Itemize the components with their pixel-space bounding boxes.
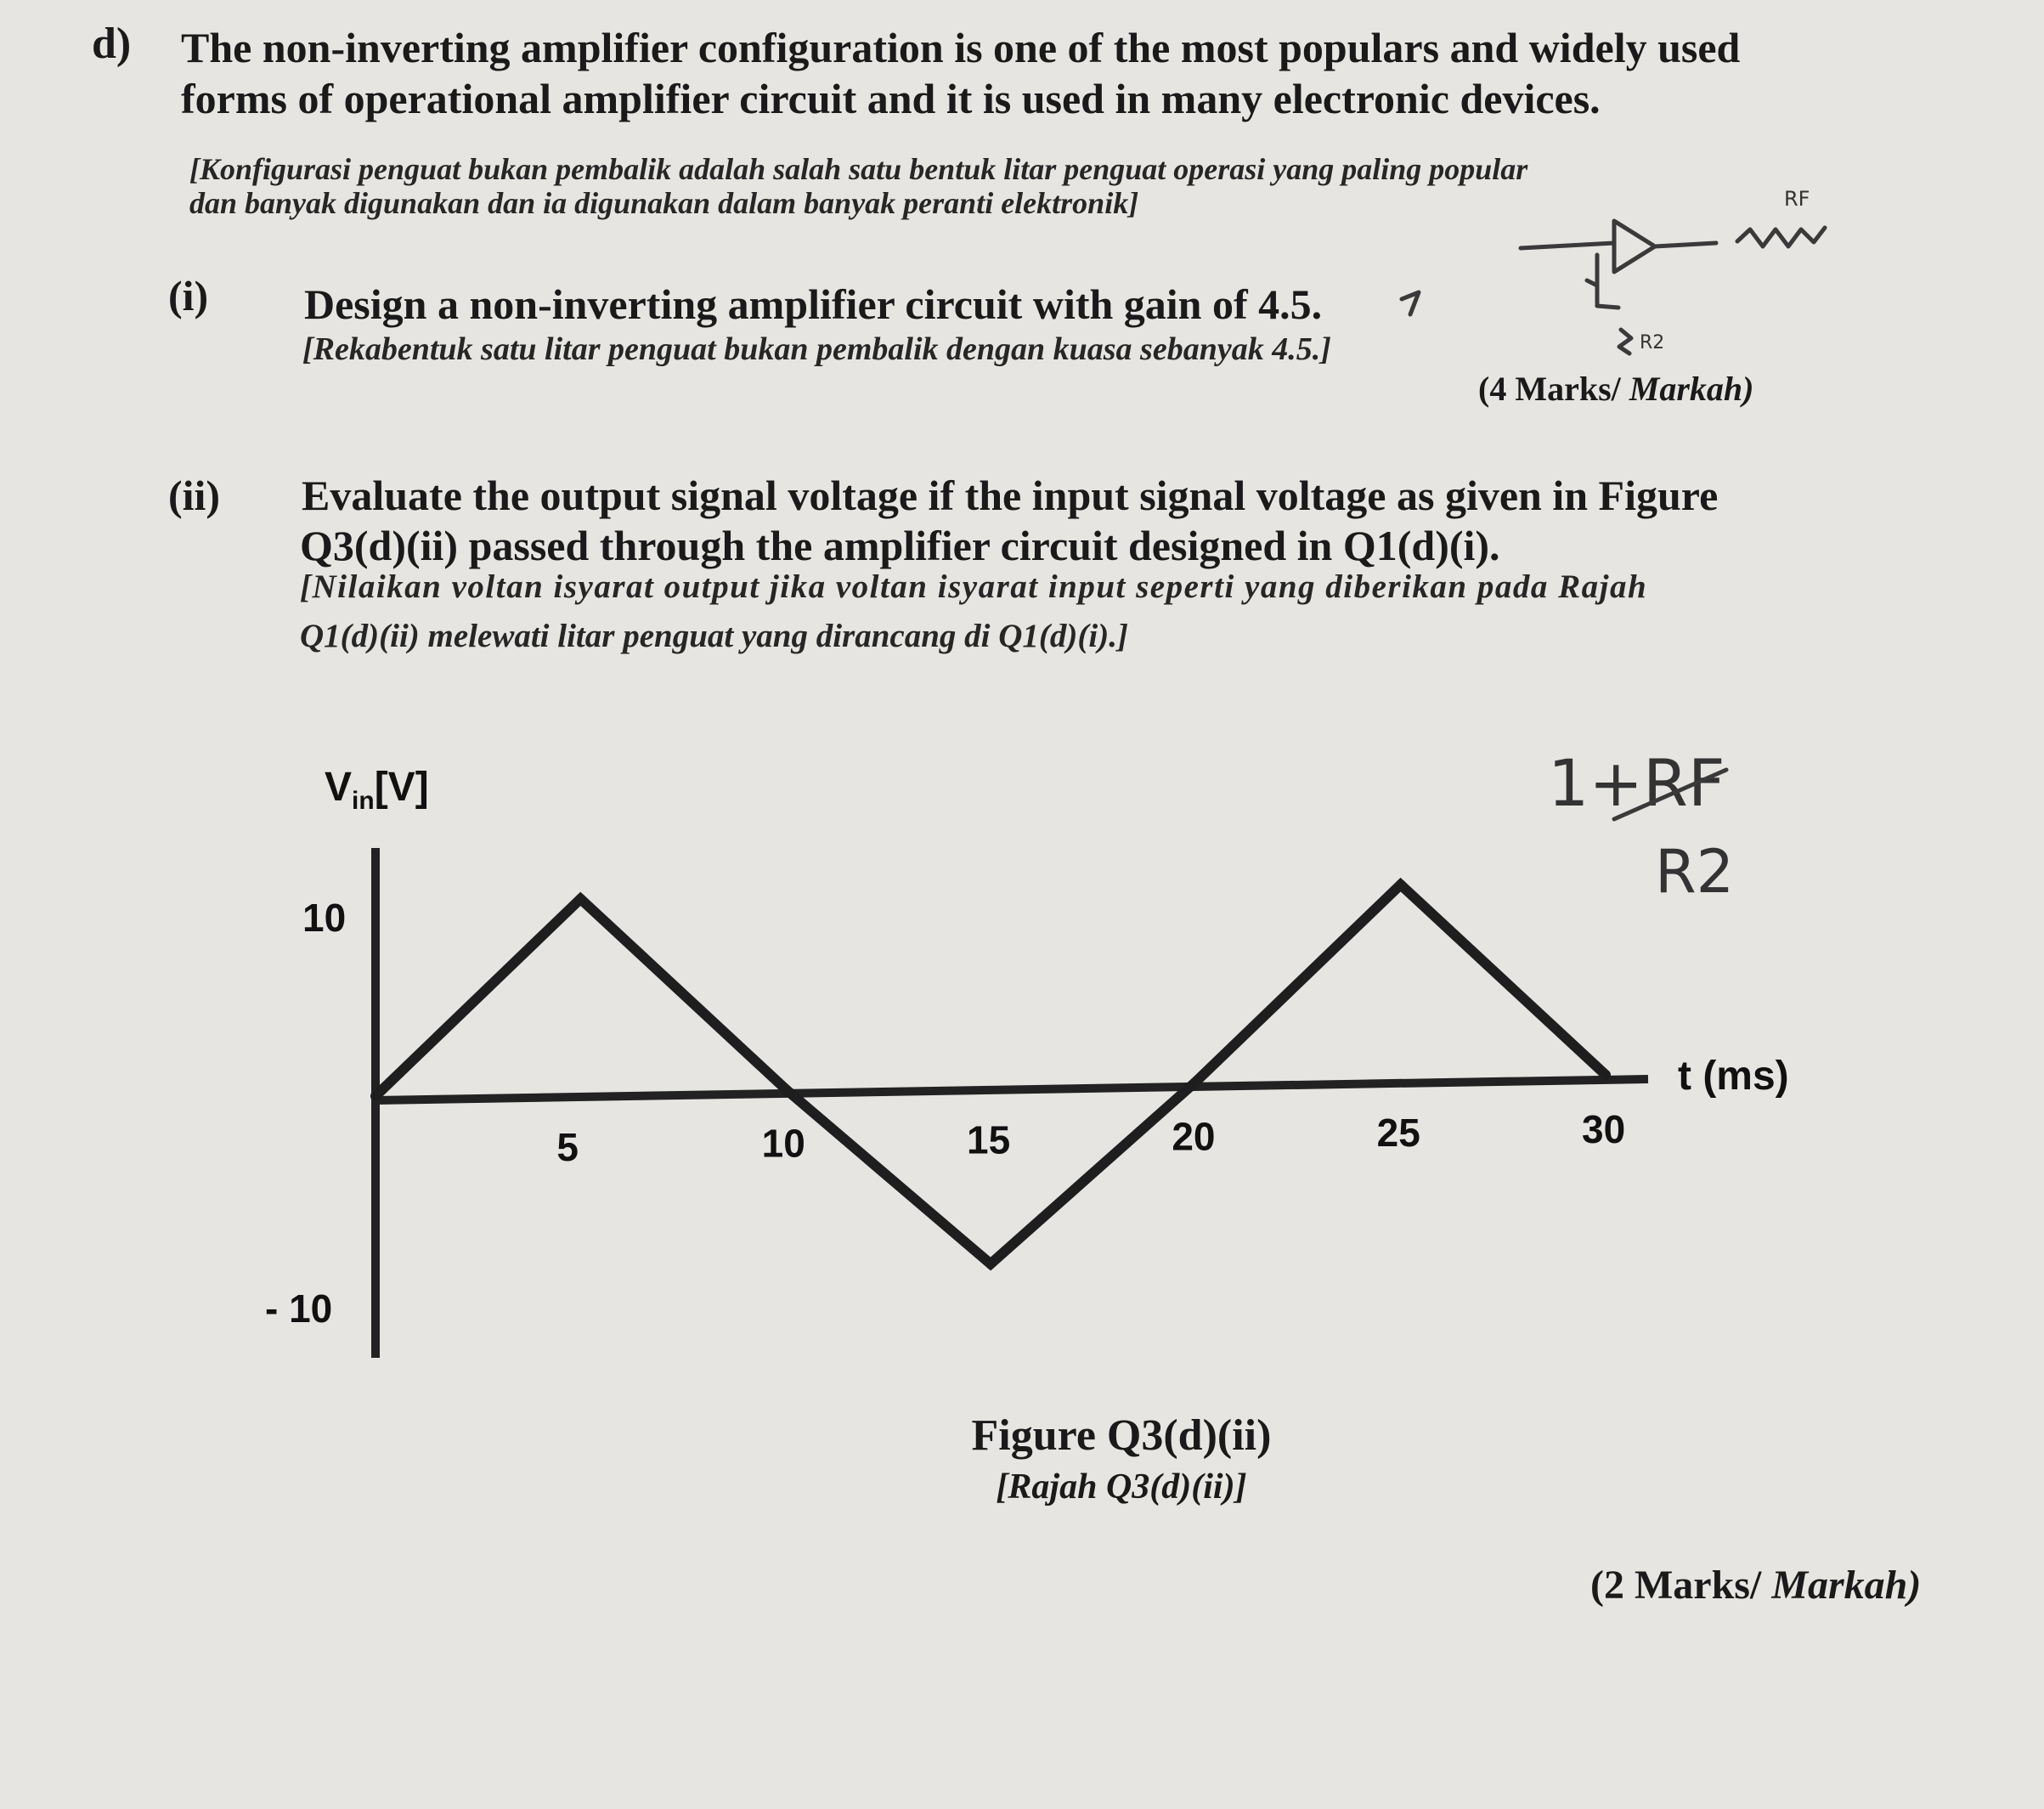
x-tick-label-15: 15	[967, 1117, 1011, 1162]
x-tick-label-30: 30	[1582, 1107, 1626, 1151]
x-tick-label-25: 25	[1376, 1111, 1420, 1156]
y-tick-label-minus-10: - 10	[265, 1286, 333, 1331]
part-ii-text-en-line2: Q3(d)(ii) passed through the amplifier circuit designed in Q1(d)(i).	[300, 522, 1500, 569]
part-i-text-en: Design a non-inverting amplifier circuit with gain of 4.5.	[304, 280, 1323, 328]
part-i-marks-en: (4 Marks/	[1478, 370, 1621, 408]
part-ii-label: (ii)	[168, 472, 221, 519]
series-points	[370, 879, 1611, 1269]
gain-denominator: R2	[1655, 837, 1735, 907]
sketch-resistor-rf	[1737, 228, 1825, 246]
part-ii-text-ms-line1: [Nilaikan voltan isyarat output jika voltan isyarat input seperti yang diberikan pada Rajah	[300, 568, 1648, 605]
x-tick-label-5: 5	[556, 1124, 579, 1169]
sketch-resistor-r2	[1619, 330, 1631, 353]
question-text-en-line2: forms of operational amplifier circuit and it is used in many electronic devices.	[181, 75, 1601, 122]
vin-chart	[265, 765, 1789, 1358]
x-tick-label-20: 20	[1172, 1114, 1216, 1159]
data-point-5	[1396, 879, 1406, 890]
data-point-6	[1601, 1070, 1611, 1080]
gain-numerator: 1+RF	[1548, 745, 1725, 821]
sketch-rf-label: RF	[1784, 187, 1810, 211]
data-point-0	[370, 1091, 381, 1101]
sketch-r2-label: R2	[1640, 332, 1665, 353]
y-tick-label-10: 10	[302, 896, 347, 940]
x-tick-labels	[556, 1107, 1625, 1169]
figure-caption: Figure Q3(d)(ii)	[971, 1411, 1272, 1460]
sketch-wire-output	[1655, 243, 1716, 246]
x-tick-label-10: 10	[761, 1121, 805, 1166]
x-axis-label: t (ms)	[1678, 1054, 1789, 1099]
question-text-en-line1: The non-inverting amplifier configuration is one of the most populars and widely used	[181, 24, 1741, 71]
question-text-ms-line2: dan banyak digunakan dan ia digunakan dalam banyak peranti elektronik]	[189, 186, 1139, 220]
handwritten-opamp-sketch	[1402, 187, 1825, 353]
part-i-label: (i)	[168, 272, 209, 319]
part-ii-marks-ms: Markah)	[1771, 1563, 1922, 1608]
question-text-ms-line1: [Konfigurasi penguat bukan pembalik adalah salah satu bentuk litar penguat operasi yang paling popular	[189, 152, 1528, 186]
sketch-opamp-triangle	[1614, 221, 1655, 272]
part-ii-text-ms-line2: Q1(d)(ii) melewati litar penguat yang dirancang di Q1(d)(i).]	[300, 618, 1128, 654]
part-i-marks-ms: Markah)	[1629, 370, 1754, 408]
data-point-1	[575, 894, 585, 904]
sketch-arrow	[1402, 292, 1419, 314]
question-label: d)	[92, 20, 132, 68]
y-axis-label: $V_{in}[V]$	[325, 765, 429, 815]
figure-caption-ms: [Rajah Q3(d)(ii)]	[996, 1467, 1247, 1507]
handwritten-gain-formula	[1548, 745, 1734, 907]
series-line-vin	[375, 885, 1606, 1263]
part-ii-marks	[1590, 1562, 1921, 1608]
data-point-4	[1190, 1077, 1200, 1087]
sketch-wire-input	[1521, 243, 1614, 248]
data-point-3	[985, 1259, 996, 1269]
part-ii-marks-en: (2 Marks/	[1590, 1563, 1762, 1608]
part-ii-text-en-line1: Evaluate the output signal voltage if the input signal voltage as given in Figure	[302, 472, 1719, 519]
data-point-2	[781, 1084, 791, 1094]
part-i-text-ms: [Rekabentuk satu litar penguat bukan pembalik dengan kuasa sebanyak 4.5.]	[302, 331, 1331, 367]
x-axis	[375, 1079, 1648, 1100]
